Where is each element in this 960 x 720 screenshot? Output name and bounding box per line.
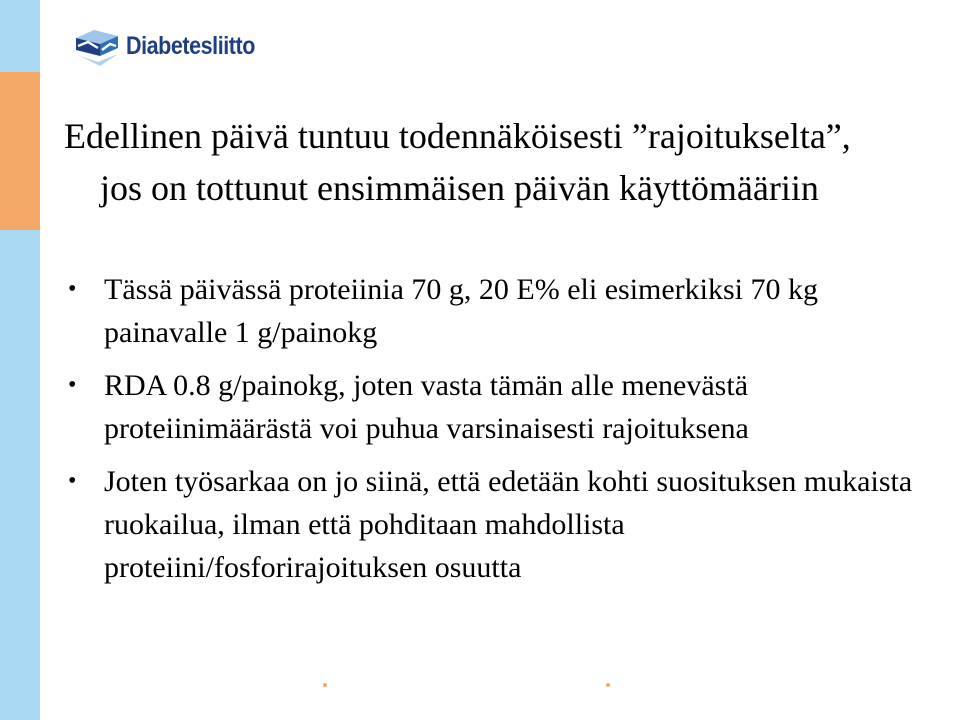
bullet-dot: •	[68, 372, 77, 398]
slide-title	[64, 110, 944, 214]
sidebar-blue-bottom	[0, 230, 40, 720]
sidebar-blue-top	[0, 0, 40, 72]
diabetesliitto-logo	[74, 24, 276, 68]
left-color-bar	[0, 0, 40, 720]
bullet-list	[64, 268, 944, 599]
bullet-dot: •	[68, 276, 77, 302]
bullet-dot: •	[68, 468, 77, 494]
bullet-text: RDA 0.8 g/painokg, joten vasta tämän alle menevästä proteiinimäärästä voi puhua varsinaisesti rajoituksena	[104, 369, 749, 445]
bullet-item	[64, 460, 944, 589]
title-line-2: jos on tottunut ensimmäisen päivän käyttömääriin	[100, 168, 819, 208]
logo-text: Diabetesliitto	[126, 31, 255, 60]
bullet-text: Tässä päivässä proteiinia 70 g, 20 E% eli esimerkiksi 70 kg painavalle 1 g/painokg	[104, 273, 819, 349]
bullet-text: Joten työsarkaa on jo siinä, että edetään kohti suosituksen mukaista ruokailua, ilman että pohditaan mahdollista proteiini/fosforirajoituksen osuutta	[104, 465, 913, 584]
title-line-1: Edellinen päivä tuntuu todennäköisesti ”rajoitukselta”,	[64, 116, 851, 156]
diabetesliitto-logo-icon	[74, 26, 120, 66]
bullet-item	[64, 268, 944, 354]
footer-dot	[323, 683, 327, 687]
sidebar-orange-segment	[0, 72, 40, 230]
bullet-item	[64, 364, 944, 450]
footer-dot	[606, 683, 610, 687]
